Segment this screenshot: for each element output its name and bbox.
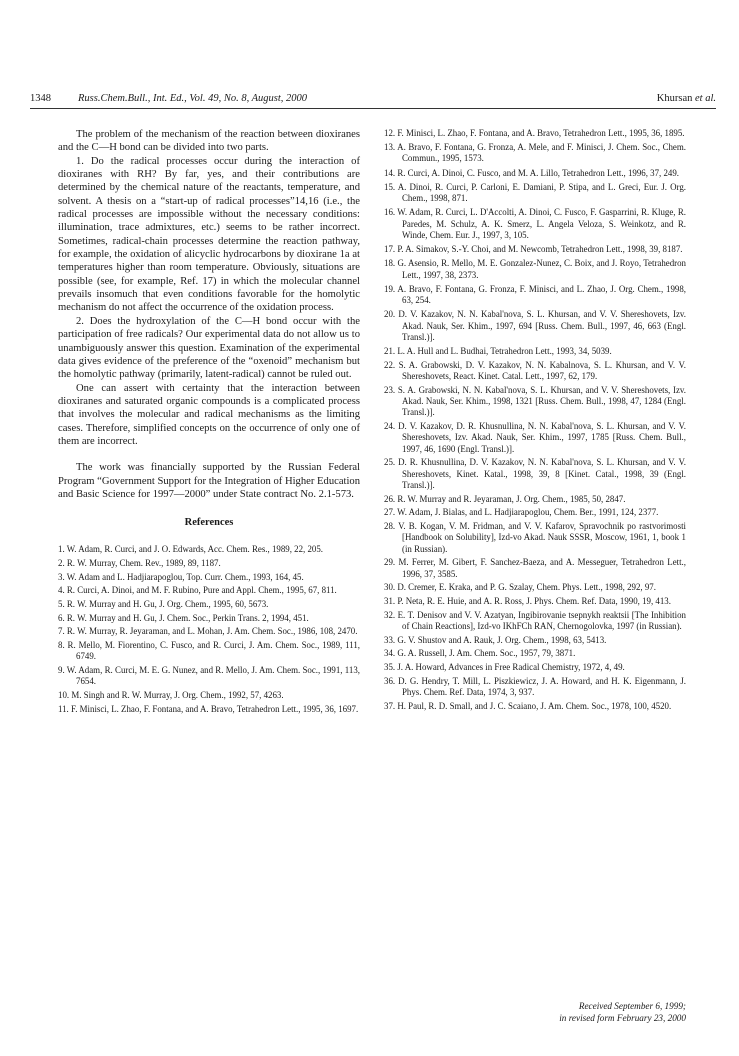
reference-item: 10. M. Singh and R. W. Murray, J. Org. Chem., 1992, 57, 4263.: [58, 690, 284, 701]
reference-item: 8. R. Mello, M. Fiorentino, C. Fusco, and R. Curci, J. Am. Chem. Soc., 1989, 111, 6749.: [58, 640, 360, 662]
reference-item: 2. R. W. Murray, Chem. Rev., 1989, 89, 1187.: [58, 557, 221, 568]
reference-item: 9. W. Adam, R. Curci, M. E. G. Nunez, and R. Mello, J. Am. Chem. Soc., 1991, 113, 7654.: [58, 665, 360, 687]
received-dates: [384, 1000, 686, 1024]
reference-item: 34. G. A. Russell, J. Am. Chem. Soc., 1957, 79, 3871.: [384, 648, 576, 659]
reference-item: 12. F. Minisci, L. Zhao, F. Fontana, and A. Bravo, Tetrahedron Lett., 1995, 36, 1895.: [384, 128, 685, 138]
author-name: Khursan: [656, 93, 693, 104]
journal-citation: Russ.Chem.Bull., Int. Ed., Vol. 49, No. 8, August, 2000: [78, 93, 308, 104]
reference-item: 23. S. A. Grabowski, N. N. Kabal'nova, S. L. Khursan, and V. V. Shereshovets, Izv. Akad. Nauk, Ser. Khim., 1998, 1321 [Russ. Chem. Bull., 1998, 47, 1284 (Engl. Transl.)].: [384, 384, 686, 418]
reference-item: 37. H. Paul, R. D. Small, and J. C. Scaiano, J. Am. Chem. Soc., 1978, 100, 4520.: [384, 700, 672, 711]
reference-item: 29. M. Ferrer, M. Gibert, F. Sanchez-Baeza, and A. Messeguer, Tetrahedron Lett., 1996, 37, 3585.: [384, 557, 686, 579]
header-authors: [657, 92, 716, 106]
reference-item: 33. G. V. Shustov and A. Rauk, J. Org. Chem., 1998, 63, 5413.: [384, 634, 607, 645]
acknowledgement: The work was financially supported by the Russian Federal Program “Government Support for the Integration of Higher Education and Basic Science for 1997—2000” under State contract No. 2.1-573.: [58, 462, 360, 500]
reference-item: 1. W. Adam, R. Curci, and J. O. Edwards, Acc. Chem. Res., 1989, 22, 205.: [58, 544, 323, 555]
reference-item: 35. J. A. Howard, Advances in Free Radical Chemistry, 1972, 4, 49.: [384, 661, 625, 672]
reference-list-right: [384, 128, 686, 712]
et-al: et al.: [695, 93, 716, 104]
reference-item: 26. R. W. Murray and R. Jeyaraman, J. Org. Chem., 1985, 50, 2847.: [384, 493, 626, 504]
reference-item: 5. R. W. Murray and H. Gu, J. Org. Chem., 1995, 60, 5673.: [58, 599, 269, 610]
reference-item: 16. W. Adam, R. Curci, L. D'Accolti, A. Dinoi, C. Fusco, F. Gasparrini, R. Kluge, R. Paredes, M. Schulz, A. K. Smerz, L. Angela Veloza, S. Weinkotz, and R. Winde, Chem. Eur. J., 1997, 3, 105.: [384, 207, 686, 240]
reference-item: 18. G. Asensio, R. Mello, M. E. Gonzalez-Nunez, C. Boix, and J. Royo, Tetrahedron Lett., 1997, 38, 2373.: [384, 258, 686, 280]
reference-item: 21. L. A. Hull and L. Budhai, Tetrahedron Lett., 1993, 34, 5039.: [384, 346, 612, 357]
running-header: [30, 92, 716, 108]
reference-item: 27. W. Adam, J. Bialas, and L. Hadjiarapoglou, Chem. Ber., 1991, 124, 2377.: [384, 507, 659, 518]
body-paragraph-4: One can assert with certainty that the interaction between dioxiranes and saturated organic compounds is a complicated process that involves the molecular and radical mechanisms as the limiting cases. Therefore, simplified concepts on the occurrence of only one of them are incorrect.: [58, 382, 360, 447]
paragraph-gap: [58, 448, 360, 461]
references-heading: References: [184, 517, 234, 529]
reference-item: 3. W. Adam and L. Hadjiarapoglou, Top. Curr. Chem., 1993, 164, 45.: [58, 571, 304, 582]
reference-item: 28. V. B. Kogan, V. M. Fridman, and V. V. Kafarov, Spravochnik po rastvorimosti [Handbook on Solubility], Izd-vo Akad. Nauk SSSR, Moscow, 1961, 1, book 1 (in Russian).: [384, 520, 686, 554]
reference-item: 24. D. V. Kazakov, D. R. Khusnullina, N. N. Kabal'nova, S. L. Khursan, and V. V. Shereshovets, Izv. Akad. Nauk, Ser. Khim., 1997, 1785 [Russ. Chem. Bull., 1997, 46, 1690 (Engl. Transl.)].: [384, 421, 686, 454]
reference-item: 15. A. Dinoi, R. Curci, P. Carloni, E. Damiani, P. Stipa, and L. Greci, Eur. J. Org. Chem., 1998, 871.: [384, 181, 686, 204]
reference-item: 22. S. A. Grabowski, D. V. Kazakov, N. N. Kabalnova, S. L. Khursan, and V. V. Shereshovets, React. Kinet. Catal. Lett., 1997, 62, 179.: [384, 359, 686, 382]
reference-item: 32. E. T. Denisov and V. V. Azatyan, Ingibirovanie tsepnykh reaktsii [The Inhibition of Chain Reactions], Izd-vo IKhFCh RAN, Chernogolovka, 1997 (in Russian).: [384, 609, 686, 631]
reference-item: 13. A. Bravo, F. Fontana, G. Fronza, A. Mele, and F. Minisci, J. Chem. Soc., Chem. Commun., 1995, 1573.: [384, 142, 686, 164]
reference-item: 30. D. Cremer, E. Kraka, and P. G. Szalay, Chem. Phys. Lett., 1998, 292, 97.: [384, 582, 656, 593]
reference-item: 25. D. R. Khusnullina, D. V. Kazakov, N. N. Kabal'nova, S. L. Khursan, and V. V. Shereshovets, Kinet. Katal., 1998, 39, 8 [Kinet. Catal., 1998, 39 (Engl. Transl.)].: [384, 457, 686, 490]
received-line: Received September 6, 1999;: [578, 1001, 686, 1011]
reference-item: 31. P. Neta, R. E. Huie, and A. R. Ross, J. Phys. Chem. Ref. Data, 1990, 19, 413.: [384, 595, 671, 606]
reference-item: 36. D. G. Hendry, T. Mill, L. Piszkiewicz, J. A. Howard, and H. K. Eigenmann, J. Phys. Chem. Ref. Data, 1974, 3, 937.: [384, 675, 686, 697]
revised-line: in revised form February 23, 2000: [559, 1013, 686, 1023]
body-paragraph-2: 1. Do the radical processes occur during the interaction of dioxiranes with RH? By far, yes, and their contributions are determined by the chemical nature of the reactants, temperature, and solvent. A thesis on a “start-up of radical processes”14,16 (i.e., the radical processes are impossible without the necessary conditions: illumination, trace admixtures, etc.) seems to be rather incorrect. Sometimes, radical-chain processes determine the reaction pathway, for example, the oxidation of alicyclic hydrocarbons by dioxirane 1a at temperatures higher than room temperature. Obviously, situations are possible (see, for example, Ref. 17) in which the molecular channel prevails insomuch that even conditions favorable for the homolytic mechanism do not affect the occurrence of the oxidation process.: [58, 155, 360, 314]
right-column: [384, 128, 686, 714]
reference-item: 14. R. Curci, A. Dinoi, C. Fusco, and M. A. Lillo, Tetrahedron Lett., 1996, 37, 249.: [384, 167, 680, 178]
body-paragraph-1: The problem of the mechanism of the reaction between dioxiranes and the C—H bond can be divided into two parts.: [58, 129, 360, 154]
page-number: 1348: [30, 93, 51, 104]
reference-list-left: [58, 544, 360, 715]
reference-item: 20. D. V. Kazakov, N. N. Kabal'nova, S. L. Khursan, and V. V. Shereshovets, Izv. Akad. Nauk, Ser. Khim., 1997, 694 [Russ. Chem. Bull., 1997, 46, 663 (Engl. Transl.)].: [384, 309, 686, 342]
body-paragraph-3: 2. Does the hydroxylation of the C—H bond occur with the participation of free radicals? Our experimental data do not allow us to unambiguously answer this question. Examination of the experimental data gives evidence of the preference of the “oxenoid” mechanism but the homolytic pathway (primarily, latent-radical) cannot be ruled out.: [58, 315, 360, 381]
left-column: [58, 128, 360, 717]
reference-item: 7. R. W. Murray, R. Jeyaraman, and L. Mohan, J. Am. Chem. Soc., 1986, 108, 2470.: [58, 626, 358, 637]
reference-item: 11. F. Minisci, L. Zhao, F. Fontana, and A. Bravo, Tetrahedron Lett., 1995, 36, 1697.: [58, 703, 359, 714]
header-rule: [30, 108, 716, 109]
reference-item: 4. R. Curci, A. Dinoi, and M. F. Rubino, Pure and Appl. Chem., 1995, 67, 811.: [58, 585, 337, 596]
reference-item: 17. P. A. Simakov, S.-Y. Choi, and M. Newcomb, Tetrahedron Lett., 1998, 39, 8187.: [384, 244, 683, 255]
reference-item: 6. R. W. Murray and H. Gu, J. Chem. Soc., Perkin Trans. 2, 1994, 451.: [58, 612, 309, 623]
reference-item: 19. A. Bravo, F. Fontana, G. Fronza, F. Minisci, and L. Zhao, J. Org. Chem., 1998, 63, 254.: [384, 283, 686, 306]
